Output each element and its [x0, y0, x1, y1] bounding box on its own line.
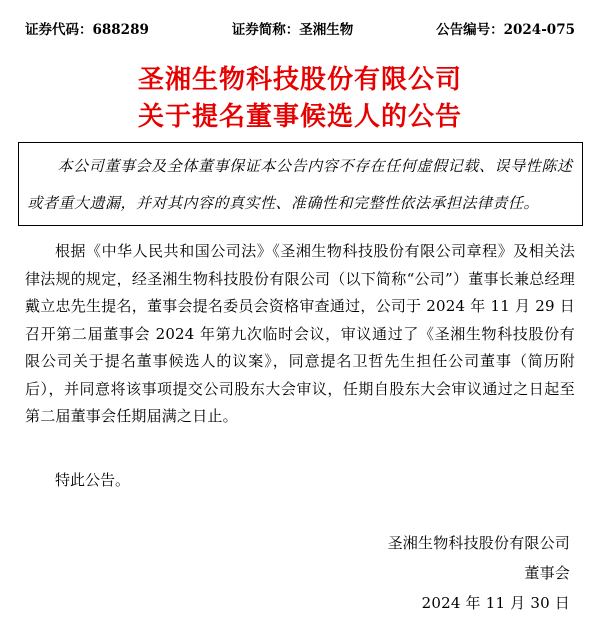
stock-short-name: 证券简称：圣湘生物 — [231, 22, 354, 38]
title-line-company: 圣湘生物科技股份有限公司 — [137, 65, 462, 95]
signature-block — [0, 528, 600, 618]
closing-statement: 特此公告。 — [55, 470, 131, 489]
title-line-subject: 关于提名董事候选人的公告 — [137, 102, 462, 132]
document-header — [0, 0, 600, 38]
signature-date: 2024 年 11 月 30 日 — [421, 594, 570, 612]
signature-board: 董事会 — [524, 564, 570, 582]
disclaimer-box — [18, 142, 583, 226]
announcement-number: 公告编号：2024-075 — [436, 22, 575, 38]
body-paragraph: 根据《中华人民共和国公司法》《圣湘生物科技股份有限公司章程》及相关法律法规的规定，经圣湘生物科技股份有限公司（以下简称“公司”）董事长兼总经理戴立忠先生提名，董事会提名委员会资格审查通过，公司于 2024 年 11 月 29 日召开第二届董事会 2024 年第九次临时会议，审议通过了《圣湘生物科技股份有限公司关于提名董事候选人的议案》，同意提名卫哲先生担任公司董事（简历附后），并同意将该事项提交公司股东大会审议，任期自股东大会审议通过之日起至第二届董事会任期届满之日止。 — [25, 242, 575, 425]
stock-code: 证券代码：688289 — [25, 22, 149, 38]
announcement-title — [0, 62, 600, 136]
disclaimer-text: 本公司董事会及全体董事保证本公告内容不存在任何虚假记载、误导性陈述或者重大遗漏，并对其内容的真实性、准确性和完整性依法承担法律责任。 — [27, 157, 573, 212]
signature-company: 圣湘生物科技股份有限公司 — [387, 534, 570, 552]
